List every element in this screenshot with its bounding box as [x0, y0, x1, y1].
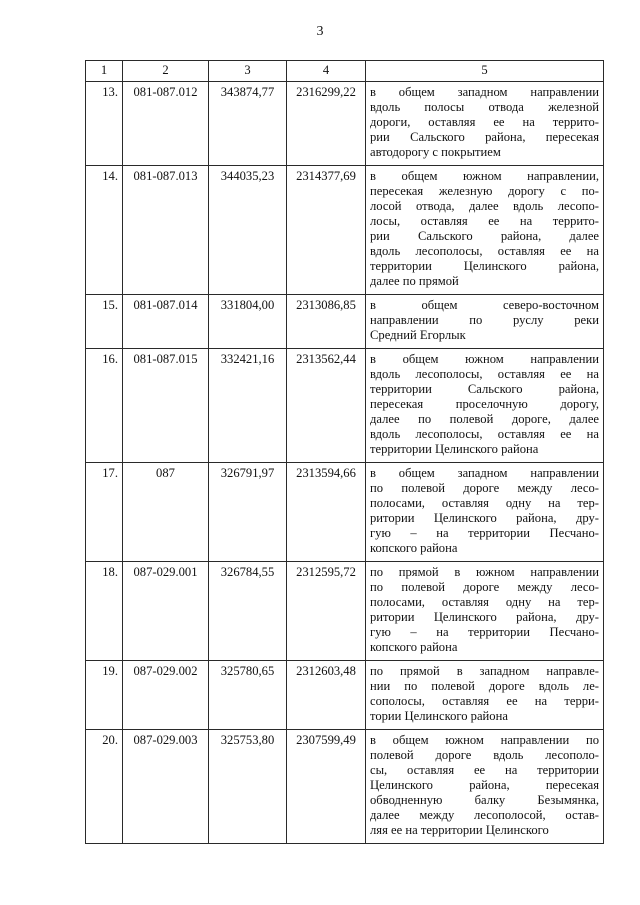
- boundary-description-cell: [366, 730, 604, 844]
- page-number: 3: [316, 24, 324, 39]
- description-line: вдоль лесополосы, оставляя ее на: [370, 244, 599, 258]
- table-header-row: [86, 61, 604, 82]
- description-line: гую – на территории Песчано-: [370, 526, 599, 540]
- description-line: в общем западном направлении: [370, 85, 599, 99]
- description-line: копского района: [370, 541, 458, 555]
- description-line: рии Сальского района, далее: [370, 229, 599, 243]
- row-number-cell: 20.: [86, 730, 123, 844]
- point-id-cell: 081-087.014: [123, 295, 209, 349]
- y-coordinate-cell: 2316299,22: [287, 82, 366, 166]
- header-cell-1: 1: [86, 61, 123, 82]
- boundary-description-cell: [366, 295, 604, 349]
- description-line: ритории Целинского района, дру-: [370, 610, 599, 624]
- x-coordinate-cell: 326791,97: [209, 463, 287, 562]
- point-id-cell: 087-029.003: [123, 730, 209, 844]
- point-id-cell: 087: [123, 463, 209, 562]
- description-line: тории Целинского района: [370, 709, 508, 723]
- description-line: ритории Целинского района, дру-: [370, 511, 599, 525]
- description-line: вдоль лесополосы, оставляя ее на: [370, 367, 599, 381]
- point-id-cell: 081-087.015: [123, 349, 209, 463]
- table-row: [86, 82, 604, 166]
- description-line: сы, оставляя ее на территории: [370, 763, 599, 777]
- y-coordinate-cell: 2313086,85: [287, 295, 366, 349]
- description-line: по полевой дороге между лесо-: [370, 580, 599, 594]
- description-line: территории Сальского района,: [370, 382, 599, 396]
- description-line: лосы, оставляя ее на террито-: [370, 214, 599, 228]
- description-line: сополосы, оставляя ее на терри-: [370, 694, 599, 708]
- table-row: [86, 661, 604, 730]
- description-line: пересекая железную дорогу с по-: [370, 184, 599, 198]
- x-coordinate-cell: 344035,23: [209, 166, 287, 295]
- x-coordinate-cell: 332421,16: [209, 349, 287, 463]
- description-line: далее по полевой дороге, далее: [370, 412, 599, 426]
- table-body: [86, 61, 604, 844]
- description-line: дороги, оставляя ее на террито-: [370, 115, 599, 129]
- description-line: территории Целинского района,: [370, 259, 599, 273]
- point-id-cell: 081-087.012: [123, 82, 209, 166]
- point-id-cell: 081-087.013: [123, 166, 209, 295]
- boundary-description-cell: [366, 349, 604, 463]
- description-line: в общем южном направлении по: [370, 733, 599, 747]
- row-number-cell: 19.: [86, 661, 123, 730]
- row-number-cell: 16.: [86, 349, 123, 463]
- description-line: ляя ее на территории Целинского: [370, 823, 549, 837]
- description-line: копского района: [370, 640, 458, 654]
- y-coordinate-cell: 2312603,48: [287, 661, 366, 730]
- description-line: направлении по руслу реки: [370, 313, 599, 327]
- table-row: [86, 349, 604, 463]
- description-line: далее между лесополосой, остав-: [370, 808, 599, 822]
- boundary-description-cell: [366, 166, 604, 295]
- boundary-description-cell: [366, 661, 604, 730]
- description-line: в общем южном направлении,: [370, 169, 599, 183]
- table-row: [86, 730, 604, 844]
- description-line: в общем северо-восточном: [370, 298, 599, 312]
- boundary-points-table: [85, 60, 604, 844]
- x-coordinate-cell: 325780,65: [209, 661, 287, 730]
- description-line: гую – на территории Песчано-: [370, 625, 599, 639]
- description-line: обводненную балку Безымянка,: [370, 793, 599, 807]
- row-number-cell: 18.: [86, 562, 123, 661]
- x-coordinate-cell: 326784,55: [209, 562, 287, 661]
- x-coordinate-cell: 343874,77: [209, 82, 287, 166]
- point-id-cell: 087-029.001: [123, 562, 209, 661]
- description-line: рии Сальского района, пересекая: [370, 130, 599, 144]
- description-line: территории Целинского района: [370, 442, 539, 456]
- row-number-cell: 15.: [86, 295, 123, 349]
- x-coordinate-cell: 331804,00: [209, 295, 287, 349]
- table-row: [86, 463, 604, 562]
- description-line: лосой отвода, далее вдоль лесопо-: [370, 199, 599, 213]
- description-line: автодорогу с покрытием: [370, 145, 501, 159]
- header-cell-4: 4: [287, 61, 366, 82]
- y-coordinate-cell: 2314377,69: [287, 166, 366, 295]
- description-line: полосами, оставляя одну на тер-: [370, 496, 599, 510]
- y-coordinate-cell: 2313562,44: [287, 349, 366, 463]
- table-row: [86, 295, 604, 349]
- header-cell-5: 5: [366, 61, 604, 82]
- description-line: по прямой в южном направлении: [370, 565, 599, 579]
- description-line: по прямой в западном направле-: [370, 664, 599, 678]
- description-line: полосами, оставляя одну на тер-: [370, 595, 599, 609]
- row-number-cell: 14.: [86, 166, 123, 295]
- description-line: Средний Егорлык: [370, 328, 466, 342]
- boundary-description-cell: [366, 463, 604, 562]
- row-number-cell: 13.: [86, 82, 123, 166]
- y-coordinate-cell: 2313594,66: [287, 463, 366, 562]
- description-line: вдоль полосы отвода железной: [370, 100, 599, 114]
- description-line: пересекая проселочную дорогу,: [370, 397, 599, 411]
- description-line: далее по прямой: [370, 274, 459, 288]
- description-line: полевой дороге вдоль лесополо-: [370, 748, 599, 762]
- boundary-description-cell: [366, 82, 604, 166]
- y-coordinate-cell: 2312595,72: [287, 562, 366, 661]
- boundary-description-cell: [366, 562, 604, 661]
- row-number-cell: 17.: [86, 463, 123, 562]
- description-line: в общем южном направлении: [370, 352, 599, 366]
- header-cell-2: 2: [123, 61, 209, 82]
- table-row: [86, 166, 604, 295]
- description-line: вдоль лесополосы, оставляя ее на: [370, 427, 599, 441]
- x-coordinate-cell: 325753,80: [209, 730, 287, 844]
- description-line: по полевой дороге между лесо-: [370, 481, 599, 495]
- header-cell-3: 3: [209, 61, 287, 82]
- description-line: нии по полевой дороге вдоль ле-: [370, 679, 599, 693]
- description-line: в общем западном направлении: [370, 466, 599, 480]
- table-row: [86, 562, 604, 661]
- point-id-cell: 087-029.002: [123, 661, 209, 730]
- y-coordinate-cell: 2307599,49: [287, 730, 366, 844]
- description-line: Целинского района, пересекая: [370, 778, 599, 792]
